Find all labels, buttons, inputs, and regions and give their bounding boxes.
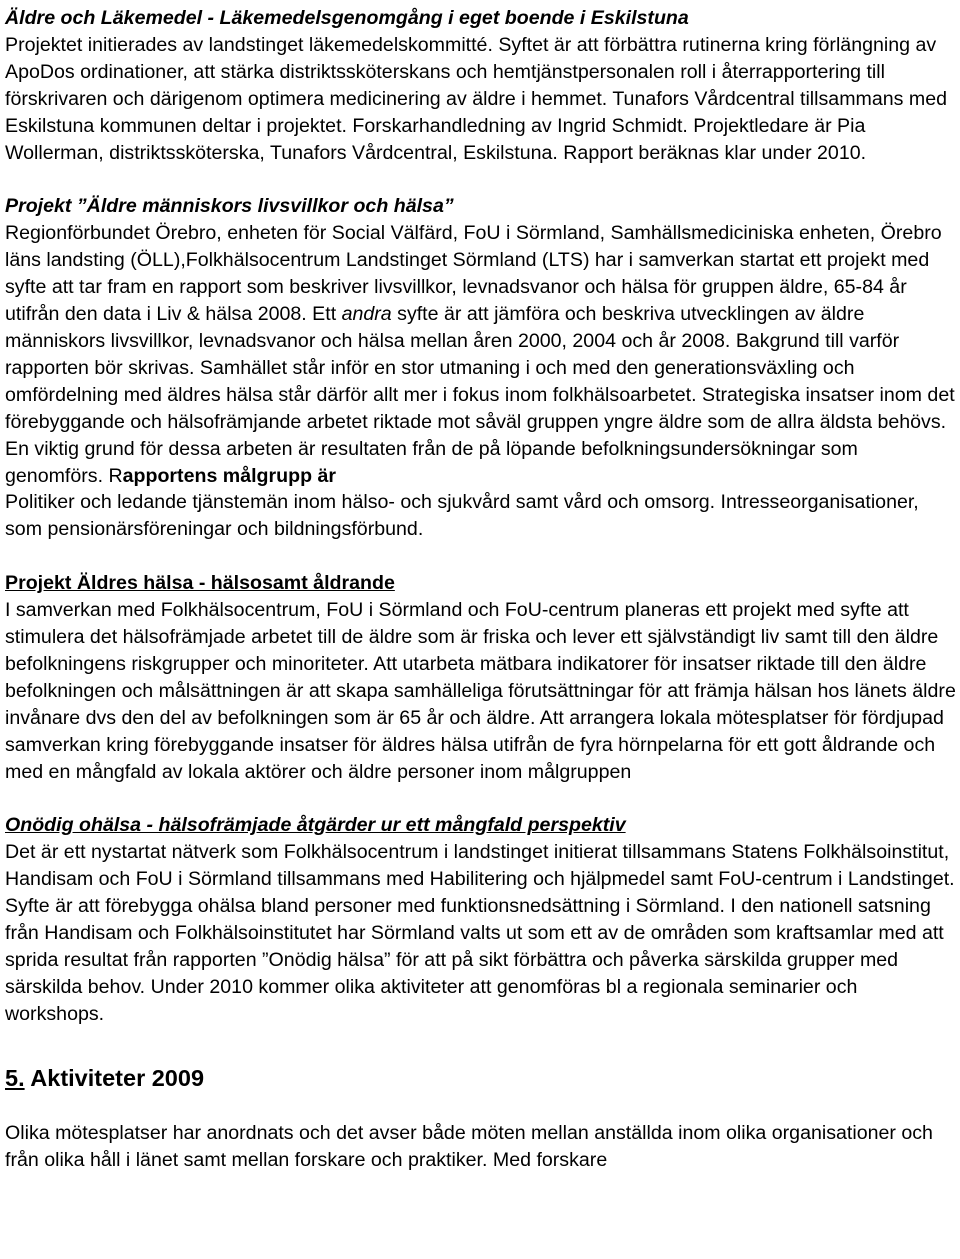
spacer	[5, 543, 958, 570]
paragraph-aktiviteter	[5, 1120, 958, 1174]
emphasis-andra: andra	[341, 303, 392, 326]
paragraph-onodig-ohalsa	[5, 812, 958, 1027]
heading-aldre-lakemedel: Äldre och Läkemedel - Läkemedelsgenomgång i eget boende i Eskilstuna	[5, 7, 689, 29]
heading-livsvillkor: Projekt ”Äldre människors livsvillkor och hälsa”	[5, 195, 454, 218]
body-onodig-ohalsa: Det är ett nystartat nätverk som Folkhälsocentrum i landstinget initierat tillsammans Statens Folkhälsoinstitut, Handisam och FoU i Sörmland tillsammans med Habilitering och hjälpmedel samt FoU-centrum i Landstinget. Syfte är att förebygga ohälsa bland personer med funktionsnedsättning i Sörmland. I den nationell satsning från Handisam och Folkhälsoinstitutet har Sörmland valts ut som ett av de områden som kraftsamlar med att sprida resultat från rapporten ”Onödig hälsa” för att på sikt förbättra och påverka särskilda grupper med särskilda behov. Under 2010 kommer olika aktiviteter att genomföras bl a regionala seminarier och workshops.	[5, 841, 955, 1025]
section-title: Aktiviteter 2009	[30, 1064, 205, 1091]
body-livsvillkor-part-a: Regionförbundet Örebro, enheten för Social Välfärd, FoU i Sörmland, Samhällsmediciniska enheten, Örebro läns landsting (ÖLL),Folkhälsocentrum Landstinget Sörmland (LTS) har i samverkan startat ett projekt med syfte att tar fram en rapport som beskriver livsvillkor, levnadsvanor och hälsa för gruppen äldre, 65-84 år utifrån den data i Liv & hälsa 2008. Ett	[5, 222, 942, 326]
bold-malgrupp: apportens målgrupp är	[122, 464, 337, 487]
spacer	[5, 785, 958, 812]
section-number: 5.	[5, 1064, 25, 1091]
paragraph-aldre-lakemedel	[5, 5, 958, 166]
body-livsvillkor-part-c: Politiker och ledande tjänstemän inom hälso- och sjukvård samt vård och omsorg. Intresseorganisationer, som pensionärsföreningar och bildningsförbund.	[5, 491, 919, 541]
body-aldre-lakemedel: Projektet initierades av landstinget läkemedelskommitté. Syftet är att förbättra rutinerna kring förlängning av ApoDos ordinationer, att stärka distriktssköterskans och hemtjänstpersonalen roll i återrapportering till förskrivaren och därigenom optimera medicinering av äldre i hemmet. Tunafors Vårdcentral tillsammans med Eskilstuna kommunen deltar i projektet. Forskarhandledning av Ingrid Schmidt. Projektledare är Pia Wollerman, distriktssköterska, Tunafors Vårdcentral, Eskilstuna. Rapport beräknas klar under 2010.	[5, 33, 947, 164]
spacer	[5, 1028, 958, 1055]
body-aktiviteter: Olika mötesplatser har anordnats och det avser både möten mellan anställda inom olika organisationer och från olika håll i länet samt mellan forskare och praktiker. Med forskare	[5, 1121, 933, 1171]
heading-aldres-halsa: Projekt Äldres hälsa - hälsosamt åldrande	[5, 572, 395, 595]
paragraph-aldres-halsa	[5, 570, 958, 785]
spacer	[5, 166, 958, 193]
section-heading-aktiviteter	[5, 1063, 958, 1093]
paragraph-livsvillkor	[5, 193, 958, 543]
spacer	[5, 1093, 958, 1120]
heading-onodig-ohalsa: Onödig ohälsa - hälsofrämjade åtgärder ur ett mångfald perspektiv	[5, 814, 626, 837]
body-aldres-halsa: I samverkan med Folkhälsocentrum, FoU i Sörmland och FoU-centrum planeras ett projekt med syfte att stimulera det hälsofrämjade arbetet till de äldre som är friska och lever ett självständigt liv samt till den äldre befolkningens riskgrupper och minoriteter. Att utarbeta mätbara indikatorer för insatser riktade till den äldre befolkningen och målsättningen är att skapa samhälleliga förutsättningar för att främja hälsan hos länets äldre invånare dvs den del av befolkningen som är 65 år och äldre. Att arrangera lokala mötesplatser för fördjupad samverkan kring förebyggande insatser för äldres hälsa utifrån de fyra hörnpelarna för ett gott åldrande och med en mångfald av lokala aktörer och äldre personer inom målgruppen	[5, 599, 956, 783]
body-livsvillkor-part-b: syfte är att jämföra och beskriva utvecklingen av äldre människors livsvillkor, levnadsvanor och hälsa mellan åren 2000, 2004 och år 2008. Bakgrund till varför rapporten bör skrivas. Samhället står inför en stor utmaning i och med den generationsväxling och omfördelning med äldres hälsa står därför allt mer i fokus inom folkhälsoarbetet. Strategiska insatser inom det förebyggande och hälsofrämjande arbetet riktade mot såväl gruppen yngre äldre som de allra äldsta behövs. En viktig grund för dessa arbeten är resultaten från de på löpande befolkningsundersökningar som genomförs. R	[5, 303, 955, 487]
